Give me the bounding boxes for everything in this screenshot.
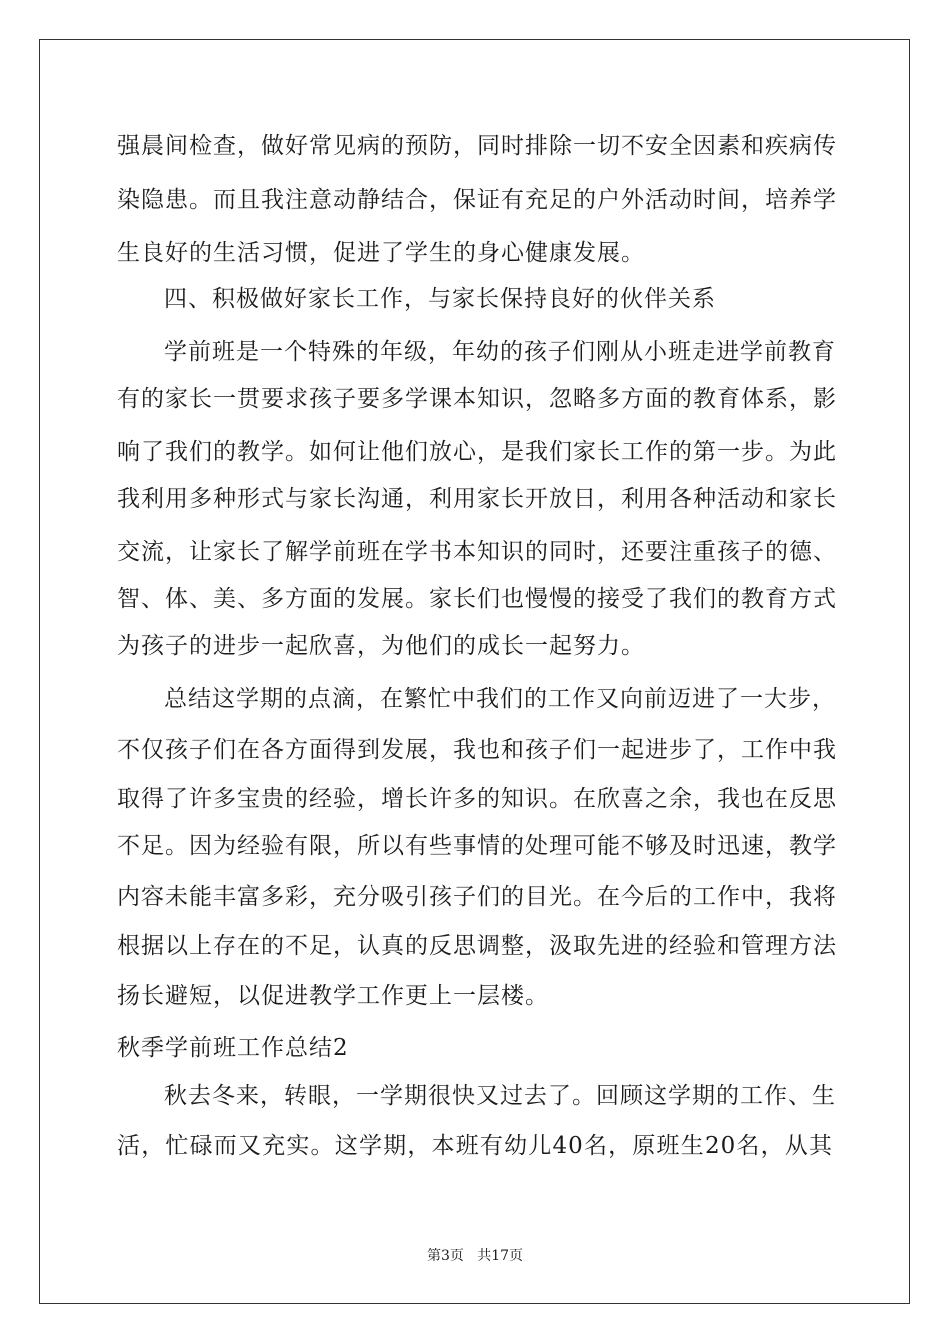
text-line: 活，忙碌而又充实。这学期，本班有幼儿40名，原班生20名，从其 [117, 1133, 833, 1159]
text-line: 总结这学期的点滴，在繁忙中我们的工作又向前迈进了一大步， [164, 686, 836, 712]
text-line: 取得了许多宝贵的经验，增长许多的知识。在欣喜之余，我也在反思 [117, 786, 837, 812]
text-line: 智、体、美、多方面的发展。家长们也慢慢的接受了我们的教育方式 [117, 586, 837, 612]
text-line: 响了我们的教学。如何让他们放心，是我们家长工作的第一步。为此 [117, 439, 837, 465]
text-line: 为孩子的进步一起欣喜，为他们的成长一起努力。 [117, 633, 645, 659]
text-line: 强晨间检查，做好常见病的预防，同时排除一切不安全因素和疾病传 [117, 133, 837, 159]
text-line: 我利用多种形式与家长沟通，利用家长开放日，利用各种活动和家长 [117, 486, 837, 512]
page-footer: 第3页 共17页 [426, 1248, 524, 1264]
text-line: 学前班是一个特殊的年级，年幼的孩子们刚从小班走进学前教育 [164, 339, 836, 365]
text-line: 有的家长一贯要求孩子要多学课本知识，忽略多方面的教育体系，影 [117, 386, 837, 412]
section-heading: 四、积极做好家长工作，与家长保持良好的伙伴关系 [164, 286, 716, 312]
text-line: 不足。因为经验有限，所以有些事情的处理可能不够及时迅速，教学 [117, 833, 837, 859]
text-line: 染隐患。而且我注意动静结合，保证有充足的户外活动时间，培养学 [117, 187, 837, 213]
section-title: 秋季学前班工作总结2 [117, 1035, 349, 1061]
text-line: 根据以上存在的不足，认真的反思调整，汲取先进的经验和管理方法 [117, 933, 837, 959]
text-line: 生良好的生活习惯，促进了学生的身心健康发展。 [117, 240, 645, 266]
text-line: 扬长避短，以促进教学工作更上一层楼。 [117, 983, 549, 1009]
text-line: 交流，让家长了解学前班在学书本知识的同时，还要注重孩子的德、 [117, 539, 837, 565]
text-line: 秋去冬来，转眼，一学期很快又过去了。回顾这学期的工作、生 [164, 1083, 836, 1109]
text-line: 不仅孩子们在各方面得到发展，我也和孩子们一起进步了，工作中我 [117, 737, 837, 763]
text-line: 内容未能丰富多彩，充分吸引孩子们的目光。在今后的工作中，我将 [117, 884, 837, 910]
page-border [39, 39, 910, 1304]
